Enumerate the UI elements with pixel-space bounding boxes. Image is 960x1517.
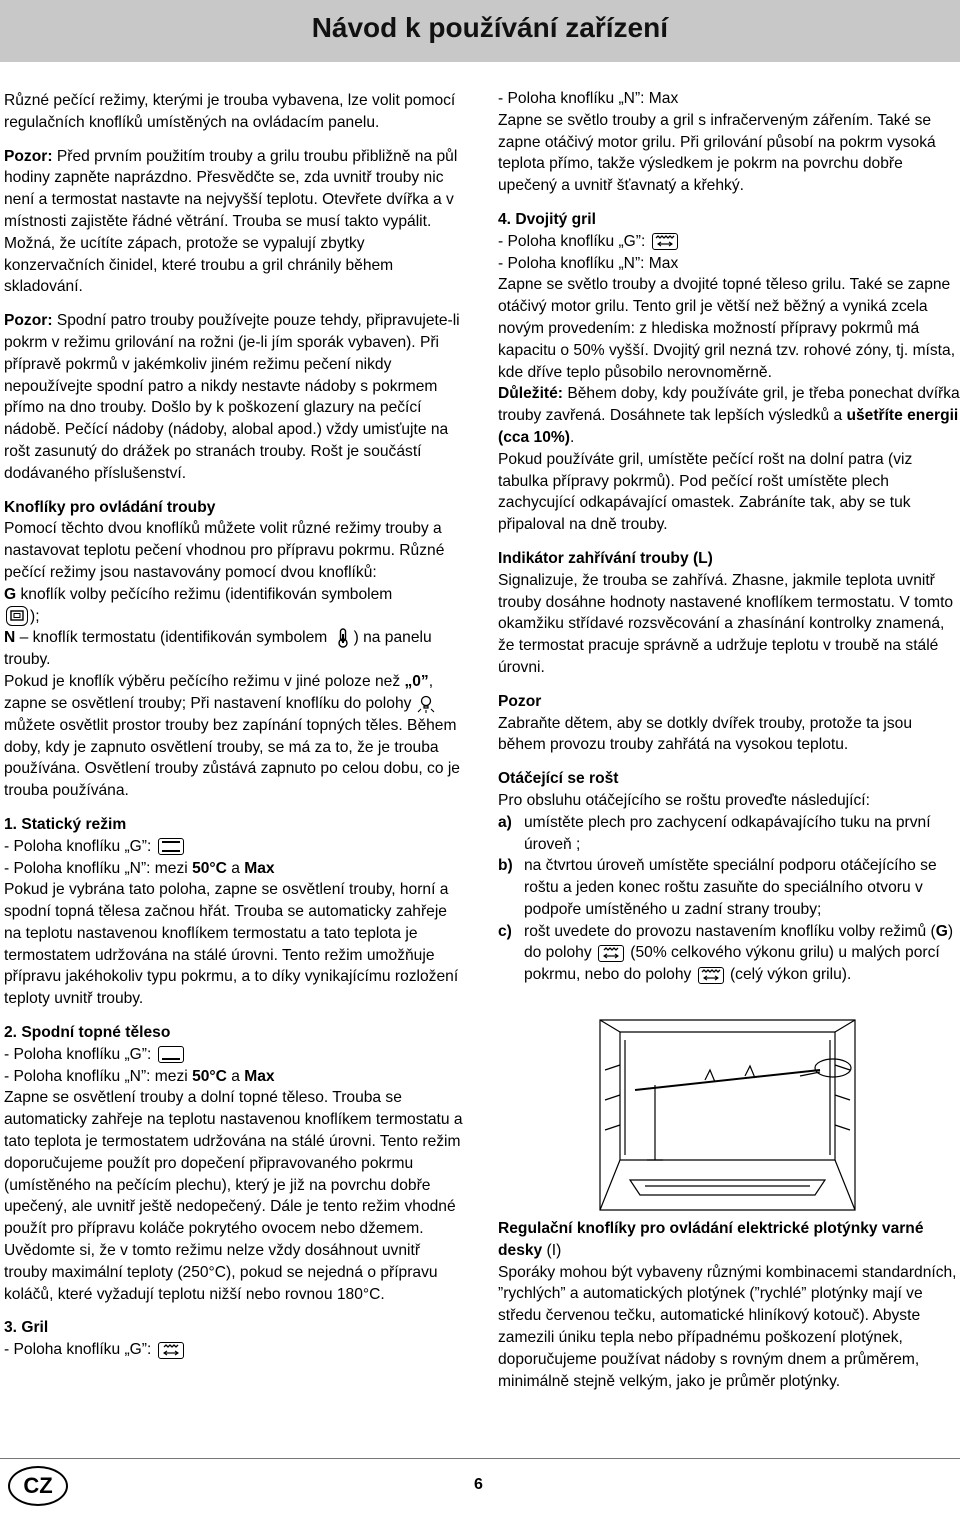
- section-heading: Pozor: [498, 692, 542, 710]
- knobs-section: [4, 497, 466, 802]
- knob-n-position: [4, 858, 466, 880]
- light-paragraph: [4, 671, 466, 802]
- text-part: rošt uvedete do provozu nastavením knoflíku volby režimů (: [524, 922, 936, 940]
- warning-label: Pozor:: [4, 312, 53, 330]
- position-text: - Poloha knoflíku „G”:: [4, 1341, 152, 1359]
- page-title: Návod k používání zařízení: [311, 12, 668, 43]
- list-marker: a): [498, 813, 512, 831]
- knobs-intro: Pomocí těchto dvou knoflíků můžete volit různé režimy trouby a nastavovat teplotu pečení vhodnou pro přípravu pokrmu. Různé pečící režimy jsou nastavovány pomocí dvou knoflíků:: [4, 520, 445, 581]
- position-text: a: [226, 1067, 245, 1085]
- warning-label: Pozor:: [4, 147, 53, 165]
- position-text: mezi: [150, 1067, 193, 1085]
- thermometer-icon: [332, 627, 354, 649]
- section-bottom-heater: [4, 1022, 466, 1305]
- section-text: Zapne se světlo trouby a gril s infračerveným zářením. Také se zapne otáčivý motor grilu. Při grilování působí na pokrm vysoká teplota přímo, takže výsledkem je pokrm na povrchu dobře upečený a uvnitř šťavnatý a křehký.: [498, 111, 936, 195]
- section-heading: 4. Dvojitý gril: [498, 210, 596, 228]
- position-zero: „0”: [404, 673, 429, 691]
- section-hob-knobs: [498, 1218, 960, 1392]
- knob-n-position: - Poloha knoflíku „N”: Max: [498, 254, 679, 272]
- knob-g-position: [4, 1339, 466, 1361]
- position-text: - Poloha knoflíku „G”:: [498, 232, 646, 250]
- knob-n-description: [4, 627, 466, 671]
- warning-paragraph-2: [4, 310, 466, 484]
- temp-value: 50°C: [192, 1067, 227, 1085]
- section-heading: Indikátor zahřívání trouby (L): [498, 549, 713, 567]
- text-part: Pokud je knoflík výběru pečícího režimu v jiné poloze než: [4, 673, 405, 691]
- list-item: [498, 921, 960, 986]
- bottom-heater-icon: [158, 1046, 184, 1063]
- knob-text-end: ) na panelu trouby.: [4, 629, 432, 669]
- position-text: a: [226, 859, 245, 877]
- section-grill-continued: [498, 88, 960, 197]
- knob-text-end: );: [30, 607, 40, 625]
- text-part: (celý výkon grilu).: [725, 966, 852, 984]
- text-part: (50% celkového výkonu grilu) u malých porcí pokrmu, nebo do polohy: [524, 944, 940, 984]
- position-text: - Poloha knoflíku „N”:: [4, 1067, 151, 1085]
- section-text: Zabraňte dětem, aby se dotkly dvířek trouby, protože ta jsou během provozu trouby zahřátá na vysokou teplotu.: [498, 714, 913, 754]
- section-warning: [498, 691, 960, 756]
- section-heading: 3. Gril: [4, 1319, 49, 1337]
- section-indicator: [498, 548, 960, 679]
- lamp-icon: [416, 694, 436, 714]
- page-header: [0, 0, 960, 62]
- knob-text: knoflík volby pečícího režimu (identifikován symbolem: [16, 585, 393, 603]
- section-grill: [4, 1317, 466, 1361]
- double-grill-icon: [652, 233, 678, 250]
- knob-label: N: [4, 629, 16, 647]
- warning-text: Spodní patro trouby používejte pouze tehdy, připravujete-li pokrm v režimu grilování na rožni (je-li jím sporák vybaven). Při přípravě pokrmů v jakémkoliv jiném režimu pečení nikdy nepoužívejte spodní patro a nikdy nestavte nádoby s pokrmem přímo na dno trouby. Došlo by k poškození glazury na pečící nádobě. Pečící nádoby (nádoby, alobal apod.) vždy umisťujte na rošt zasunutý do drážek po stranách trouby. Rošt je součástí dodávaného příslušenství.: [4, 312, 460, 482]
- position-text: - Poloha knoflíku „G”:: [4, 837, 152, 855]
- warning-paragraph-1: [4, 146, 466, 299]
- section-text: Zapne se světlo trouby a dvojité topné těleso grilu. Také se zapne otáčivý motor grilu. Tento gril je větší než běžný a vyniká zcela novým provedením: z hlediska možností přípravy pokrmů má kapacitu o 50% vyšší. Dvojitý gril nezná tzv. rohové zóny, tj. místa, kde dříve teplo působilo nerovnoměrně.: [498, 276, 956, 381]
- section-heading: Otáčející se rošt: [498, 770, 619, 788]
- section-rotisserie: [498, 768, 960, 986]
- list-text: [524, 921, 960, 986]
- knob-label: G: [935, 922, 948, 940]
- temp-value: Max: [244, 859, 275, 877]
- section-text: Pokud je vybrána tato poloha, zapne se osvětlení trouby, horní a spodní topná tělesa začnou hřát. Trouba se automaticky zahřeje na teplotu nastavenou knoflíkem termostatu a tato teplota je termostatem udržována na stálé úrovni. Tento režim umožňuje přípravu jakéhokoliv typu pokrmu, a to díky vynikajícímu rozložení teploty uvnitř trouby.: [4, 881, 459, 1008]
- list-text: na čtvrtou úroveň umístěte speciální podporu otáčejícího se roštu a jeden konec roštu zasuňte do speciálního otvoru v podpoře umístěného u zadní strany trouby;: [524, 857, 937, 918]
- section-text: Pokud používáte gril, umístěte pečící rošt na dolní patra (viz tabulka přípravy pokrmů). Pod pečící rošt umístěte plech zachycující odkapávající omastek. Zabráníte tak, aby se tuk připaloval na dně trouby.: [498, 450, 913, 534]
- knob-g-description: [4, 584, 466, 628]
- section-heading: 1. Statický režim: [4, 815, 127, 833]
- section-text: Pro obsluhu otáčejícího se roštu proveďte následující:: [498, 791, 870, 809]
- page-number: 6: [474, 1476, 483, 1493]
- heading-tail: (I): [542, 1241, 562, 1259]
- knob-g-position: [4, 1044, 466, 1066]
- important-label: Důležité:: [498, 385, 563, 403]
- list-marker: c): [498, 922, 512, 940]
- important-text: Během doby, kdy používáte gril, je třeba ponechat dvířka trouby zavřená. Dosáhnete tak lepších výsledků a: [498, 385, 960, 425]
- footer-divider: [0, 1458, 960, 1459]
- section-text: Signalizuje, že trouba se zahřívá. Zhasne, jakmile teplota uvnitř trouby dosáhne hodnoty nastavené knoflíkem termostatu. V tomto okamžiku střídavé rozsvěcování a zhasínání kontrolky znamená, že termostat pracuje správně a udržuje teplotu v troubě na stálé úrovni.: [498, 571, 954, 676]
- knob-n-position: - Poloha knoflíku „N”: Max: [498, 90, 679, 107]
- text-part: ) do polohy: [524, 922, 954, 962]
- grill-icon: [158, 1342, 184, 1359]
- warning-text: Před prvním použitím trouby a grilu troubu přibližně na půl hodiny zapněte naprázdno. Přesvědčte se, zda uvnitř trouby nic není a termostat nastavte na nejvyšší teplotu. Otevřete dvířka a v místnosti zajistěte řádné větrání. Trouba se musí takto vypálit. Možná, že ucítíte zápach, protože se vypalují zbytky konzervačních činidel, které troubu a gril chránily během skladování.: [4, 147, 458, 296]
- steps-list: [498, 812, 960, 986]
- temp-value: 50°C: [192, 859, 227, 877]
- section-text: Sporáky mohou být vybaveny různými kombinacemi standardních, ”rychlých” a automatických plotýnek (”rychlé” plotýnky mají ve středu červenou tečku, automatické hliníkový kotouč). Abyste zamezili úniku tepla nebo případnému poškození plotýnek, doporučujeme používat nádoby s rovným dnem a průměrem, minimálně stejně velkým, jako je průměr plotýnky.: [498, 1263, 957, 1390]
- heading-text: Regulační knoflíky pro ovládání elektrické plotýnky varné desky: [498, 1220, 924, 1259]
- list-marker: b): [498, 857, 513, 875]
- section-heading: 2. Spodní topné těleso: [4, 1024, 171, 1042]
- list-item: [498, 855, 960, 920]
- position-text: - Poloha knoflíku „N”:: [4, 859, 151, 877]
- language-badge: CZ: [8, 1466, 68, 1506]
- knob-n-position: [4, 1066, 466, 1088]
- intro-paragraph: Různé pečící režimy, kterými je trouba vybavena, lze volit pomocí regulačních knoflíků umístěných na ovládacím panelu.: [4, 92, 456, 131]
- important-bold: ušetříte energii (cca 10%): [498, 407, 959, 446]
- important-end: .: [569, 428, 575, 446]
- knob-g-position: [4, 836, 466, 858]
- static-mode-icon: [158, 838, 184, 855]
- position-text: mezi: [150, 859, 193, 877]
- section-static: [4, 814, 466, 1010]
- knob-g-position: [498, 231, 960, 253]
- temp-value: Max: [244, 1067, 275, 1085]
- important-note: [498, 383, 960, 448]
- section-text: Zapne se osvětlení trouby a dolní topné těleso. Trouba se automaticky zahřeje na teplotu nastavenou knoflíkem termostatu a tato teplota je termostatem udržována na stálé úrovni. Tento režim doporučujeme použít pro dopečení připravovaného pokrmu (umístěného na pečícím plechu), který je již na povrchu dobře upečený, ale uvnitř ještě nedopečený. Dále je tento režim vhodné použít pro přípravu koláče pokrytého ovocem nebo džemem. Uvědomte si, že v tomto režimu nelze vždy dosáhnout uvnitř trouby maximální teploty (250°C), pokud se nejedná o přípravu koláčů, které vyžadují teplotu nižší nebo rovnou 180°C.: [4, 1089, 463, 1303]
- position-text: - Poloha knoflíku „G”:: [4, 1045, 152, 1063]
- left-column: [4, 90, 466, 1361]
- double-grill-icon: [698, 967, 724, 984]
- text-part: , zapne se osvětlení trouby; Při nastavení knoflíku do polohy: [4, 673, 434, 712]
- list-item: [498, 812, 960, 856]
- section-double-grill: [498, 209, 960, 536]
- rotisserie-illustration: [585, 1010, 875, 1215]
- knob-text: – knoflík termostatu (identifikován symbolem: [15, 629, 332, 647]
- knob-label: G: [4, 585, 17, 603]
- section-heading: [498, 1218, 960, 1262]
- grill-icon: [598, 945, 624, 962]
- oven-mode-icon: [6, 606, 28, 626]
- text-part: můžete osvětlit prostor trouby bez zapínání topných těles. Během doby, kdy je zapnuto osvětlení trouby, se má za to, že je trouba používána. Osvětlení trouby zůstává zapnuto po celou dobu, co je trouba používána.: [4, 716, 460, 800]
- list-text: umístěte plech pro zachycení odkapávajícího tuku na první úroveň ;: [524, 813, 931, 853]
- section-heading: Knoflíky pro ovládání trouby: [4, 498, 216, 516]
